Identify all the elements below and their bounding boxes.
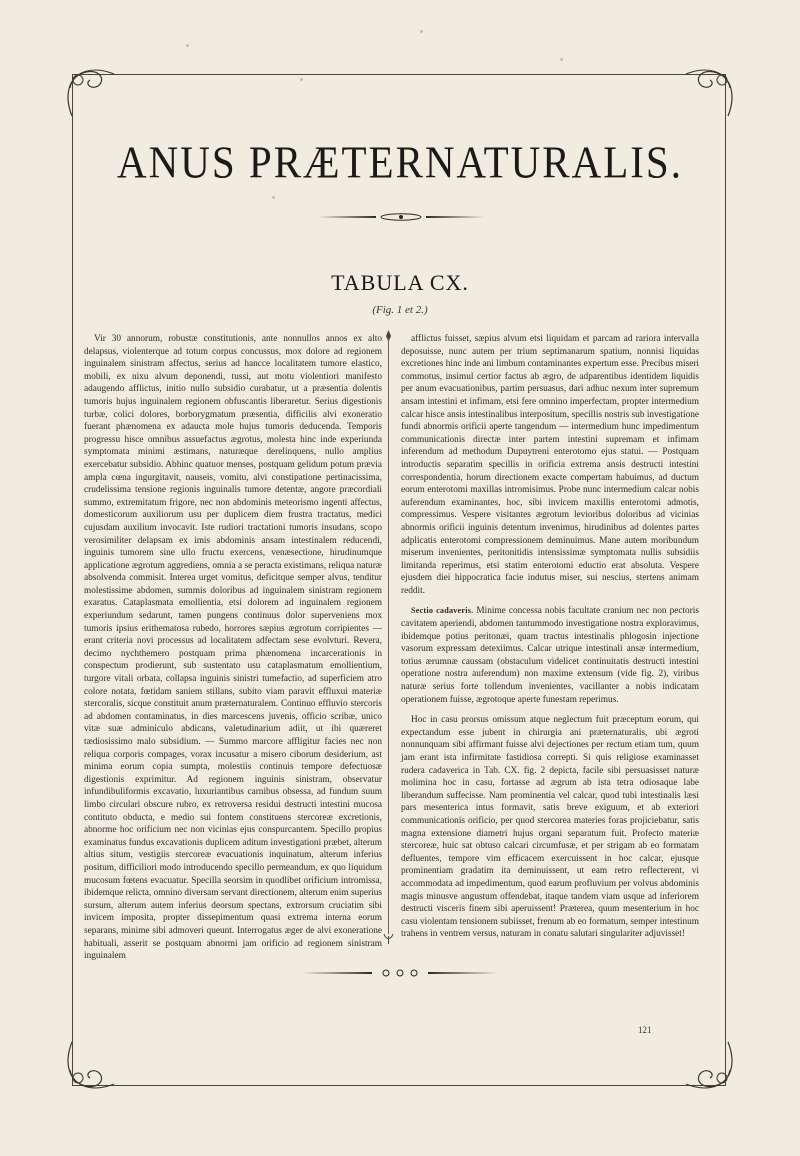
title-ornament-rule-icon xyxy=(318,212,484,222)
paragraph: Hoc in casu prorsus omissum atque neglectum fuit præceptum eorum, qui expectandum esse jubent in chirurgia ani præternaturalis, ubi ægroti nonnunquam sibi affirmant fuisse alvi dejectiones per rectum etiam tum, quum jam erant ista infirmitate fastidiosa correpti. Si quis religiose examinasset rudera cadaverica in Tab. CX. fig. 2 depicta, facile sibi persuasisset naturæ molimina hoc in casu, fortasse ad ægrum ab ista tetra odiosaque labe liberandum suffecisse. Nam prominentia vel calcar, quod tubi intestinalis læsi pars mesenterica intus formavit, satis breve exiguum, et ab exteriori communicationis orificio, per quod stercorea materies foras projiciebatur, satis magna extensione diametri hujus organi separatum fuit. Profecto materiæ stercoreæ, huic sat obtuso calcari circumfusæ, et per strigam ab eo formatam defluentes, tempore vim efficacem exercuissent in hoc calcar, ejusque prominentiam gradatim ita deminuissent, ut eam retro reflecterent, vi accommodata ad impedimentum, quod earum profluvium per volvus abdominis magis minusve angustum offendebat, itaque tandem viam usque ad inferiorem destructi visceris finem sibi aperuissent! Præterea, quum mesenterium in hoc casu violentam tensionem subiisset, frenum ab eo formatum, semper intestinum trahens in ventrem versus, naturam in conatu salutari singulariter adjuvisset! xyxy=(401,715,699,940)
corner-flourish-bottom-left-icon xyxy=(54,1032,124,1102)
page-title: ANUS PRÆTERNATURALIS. xyxy=(117,136,683,188)
footer-ornament-rule-icon xyxy=(302,968,498,978)
text-column-right xyxy=(401,333,699,949)
plate-heading: TABULA CX. xyxy=(331,270,469,295)
paper-spot xyxy=(560,58,563,61)
paper-spot xyxy=(186,44,189,47)
corner-flourish-bottom-right-icon xyxy=(676,1032,746,1102)
column-divider xyxy=(388,338,389,934)
paragraph-text: Minime concessa nobis facultate cranium nec non pectoris cavitatem aperiendi, abdomen tantummodo investigatione nostra exploravimus, ibidemque potius peritonæi, quam tractus intestinalis phlogosin injectione vasorum expressam detexiimus. Calcar utrique intestinali ansæ intermedium, totius ærumnæ caussam (obstaculum videlicet continuitatis destructi intestini operatione nostra auferendum) non maxime extensum (vide fig. 2), viribus naturæ serius forte tollendum invenientes, vacillanter a nobis indicatam operationem fuisse, ægrotoque aperte funestam reperimus. xyxy=(401,606,699,705)
paragraph: afflictus fuisset, sæpius alvum etsi liquidam et parcam ad rariora intervalla deposuisse, nunc autem per trium septimanarum spatium, nonnisi liquidas excretiones hinc inde ani limbum contaminantes expertum esse. Precibus miseri commotus, insimul certior factus ab ægro, de adparentibus identidem liquidis per anum evacuationibus, partim persuasus, dari adhuc nexum inter supremum ansam intestini et infimam, etsi fere omnino imperfectam, propter intermedium calcar hisce ansis intestinalibus interpositum, specillis nostris sub investigatione fundi abnormis orificii aperte tangendum — intermedium hunc impedimentum communicationis directæ inter partem intestini supremam et infimam inferendum ad methodum Dupuytreni enterotomo ejus statui. — Postquam introductis separatim specillis in orificia extrema ansis destructi intestini correspondentia, horum directionem exacte compertam habuimus, ad ductum eorum enterotomi maxillas intromisimus. Probe nunc intermedium calcar nobis auferendum examinantes, hoc, sibi invicem maxillis enterotomi admotis, compressimus. Vespere visitantes ægrotum levioribus doloribus ad vicinias abnormis orificii inguinis detentum invenimus, hirudinibus ad dolentes partes adplicatis enterotomi compressionem deminuimus. Mane autem moribundum miserum invenientes, peritonitidis intensissimæ symptomata nullis subsidiis limitanda reperimus, etsi statim enterotomi eductio erat absoluta. Vespere ejusdem diei hippocratica facie indutus miser, sui nescius, stertens animam reddit. xyxy=(401,334,699,596)
paragraph xyxy=(401,605,699,706)
paragraph: Vir 30 annorum, robustæ constitutionis, ante nonnullos annos ex alto delapsus, violenterque ad totum corpus concussus, mox dolore ad regionem inguinalem sinistram affectus, serius ad hancce localitatem tumore elastico, mobili, ex nixu alvum deponendi, tussi, aut motu violentiori manifesto adaugendo afflictus, initio nullo subsidio curabatur, ut a præsentia dolentis tumoris hujus inguinalem regionem obfuscantis liberaretur. Serius digestionis turbæ, colici dolores, borborygmatum præsentia, difficilis alvi exoneratio fuerant phænomena ex adaucta mole hujus tumoris deducenda. Temporis progressu hisce omnibus assuefactus ægrotus, molesta hinc inde experiunda symptomata minimi æstimans, naturæque derelinquens, nullo amplius exercebatur subsidio. Abhinc quatuor menses, postquam gelidum potum prævia ampla cœna ingurgitavit, nauseis, vomitu, alvi constipatione pertinacissima, crudelissima tensione regionis inguinalis tumore detentæ, angore præcordiali summo, extremitatum frigore, nec non abdominis meteorismo ingenti affectus, domesticorum auxiliorum usu per duplicem diem frustra tractatus, medici cujusdam auxilium invocavit. Iste rudiori tractationi tumoris insudans, scopo verosimiliter delapsam ex imis abdominis ansam intestinalem reducendi, inguinis tumorem sine ullo fructu exercens, venæsectione, hirudinumque applicatione ægrotum aggrediens, omnia a se peracta existimans, reliqua naturæ absolvenda commisit. Interea urget vomitus, deficitque semper alvus, tenditur molestissime abdomen, summis doloribus ad inguinalem sinistram regionem exaratus. Cataplasmata emollientia, etsi dolorem ad inguinalem regionem experiundum sedarunt, tamen pungens continuus dolor superveniens mox tumoris ipsius erithematosa rubedo, horrores sæpius ægrotum corripientes — erant criteria novi processus ad localitatem adfectam sese evolvturi. Revera, decimo nychthemero postquam prima phænomena incarcerationis in conspectum prodierunt, sub sustentato usu cataplasmatum emollientium, turgore vitali orbata, collapsa inguinis sinistri tumefactio, ad superficiem atro colore notata, fœtidam saniem stillans, subito viam paravit effluxui materiæ stercoralis, sicque constituit anum præternaturalem. Continuo effluvio stercoris ad abdomen contaminatus, in dies marcescens juvenis, officio scribæ, unico vitæ suæ adminiculo abdicans, valetudinarium adiit, ut ibi quæreret tædiosissimo malo subsidium. — Summo marcore affligitur facies nec non reliqua corporis compages, vorax incusatur a misero ciborum desiderium, ast minima eorum copia sumpta, molestiis continuis tempore defectuosæ digestionis exprimitur. Ad regionem inguinis sinistram, observatur infundibuliformis excavatio, luxuriantibus carnibus obsessa, ad fundum suum limbo circulari obscure rubro, ex retroversa residui destructi intestini mucosa contituto obducta, e medio sui fontem constituens stercoreæ excretionis, abnorme hoc orificium nec non vicinias ejus conspurcantem. Specillo propius examinatus fundus excavationis duplicem aditum investigationi præbet, alterum altius situm, vestigiis stercoreæ evacuationis inquinatum, alterum inferius positum, difficiliori modo introducendo specillo permeandum, ex quo liquidum mucosum fœtens evacuatur. Specilla seorsim in quodlibet orificium intromissa, ibidemque relicta, omnino diversam servant directionem, alterum enim superius sursum, alterum autem inferius deorsum spectans, extrorsum cruciatim sibi invicem imposita, propter dissepimentum quasi extrema interna eorum separans, minime sibi admoveri queunt. Interrogatus æger de alvi exoneratione habituali, asserit se postquam abnormi jam orificio ad regionem sinistram inguinalem xyxy=(84,334,382,962)
paper-spot xyxy=(420,30,423,33)
page-number: 121 xyxy=(638,1025,652,1035)
corner-flourish-top-left-icon xyxy=(54,56,124,126)
section-label: Sectio cadaveris. xyxy=(411,606,474,616)
corner-flourish-top-right-icon xyxy=(676,56,746,126)
figure-reference: (Fig. 1 et 2.) xyxy=(372,304,428,316)
column-rule-bottom-ornament-icon xyxy=(383,932,394,944)
text-column-left xyxy=(84,333,382,971)
